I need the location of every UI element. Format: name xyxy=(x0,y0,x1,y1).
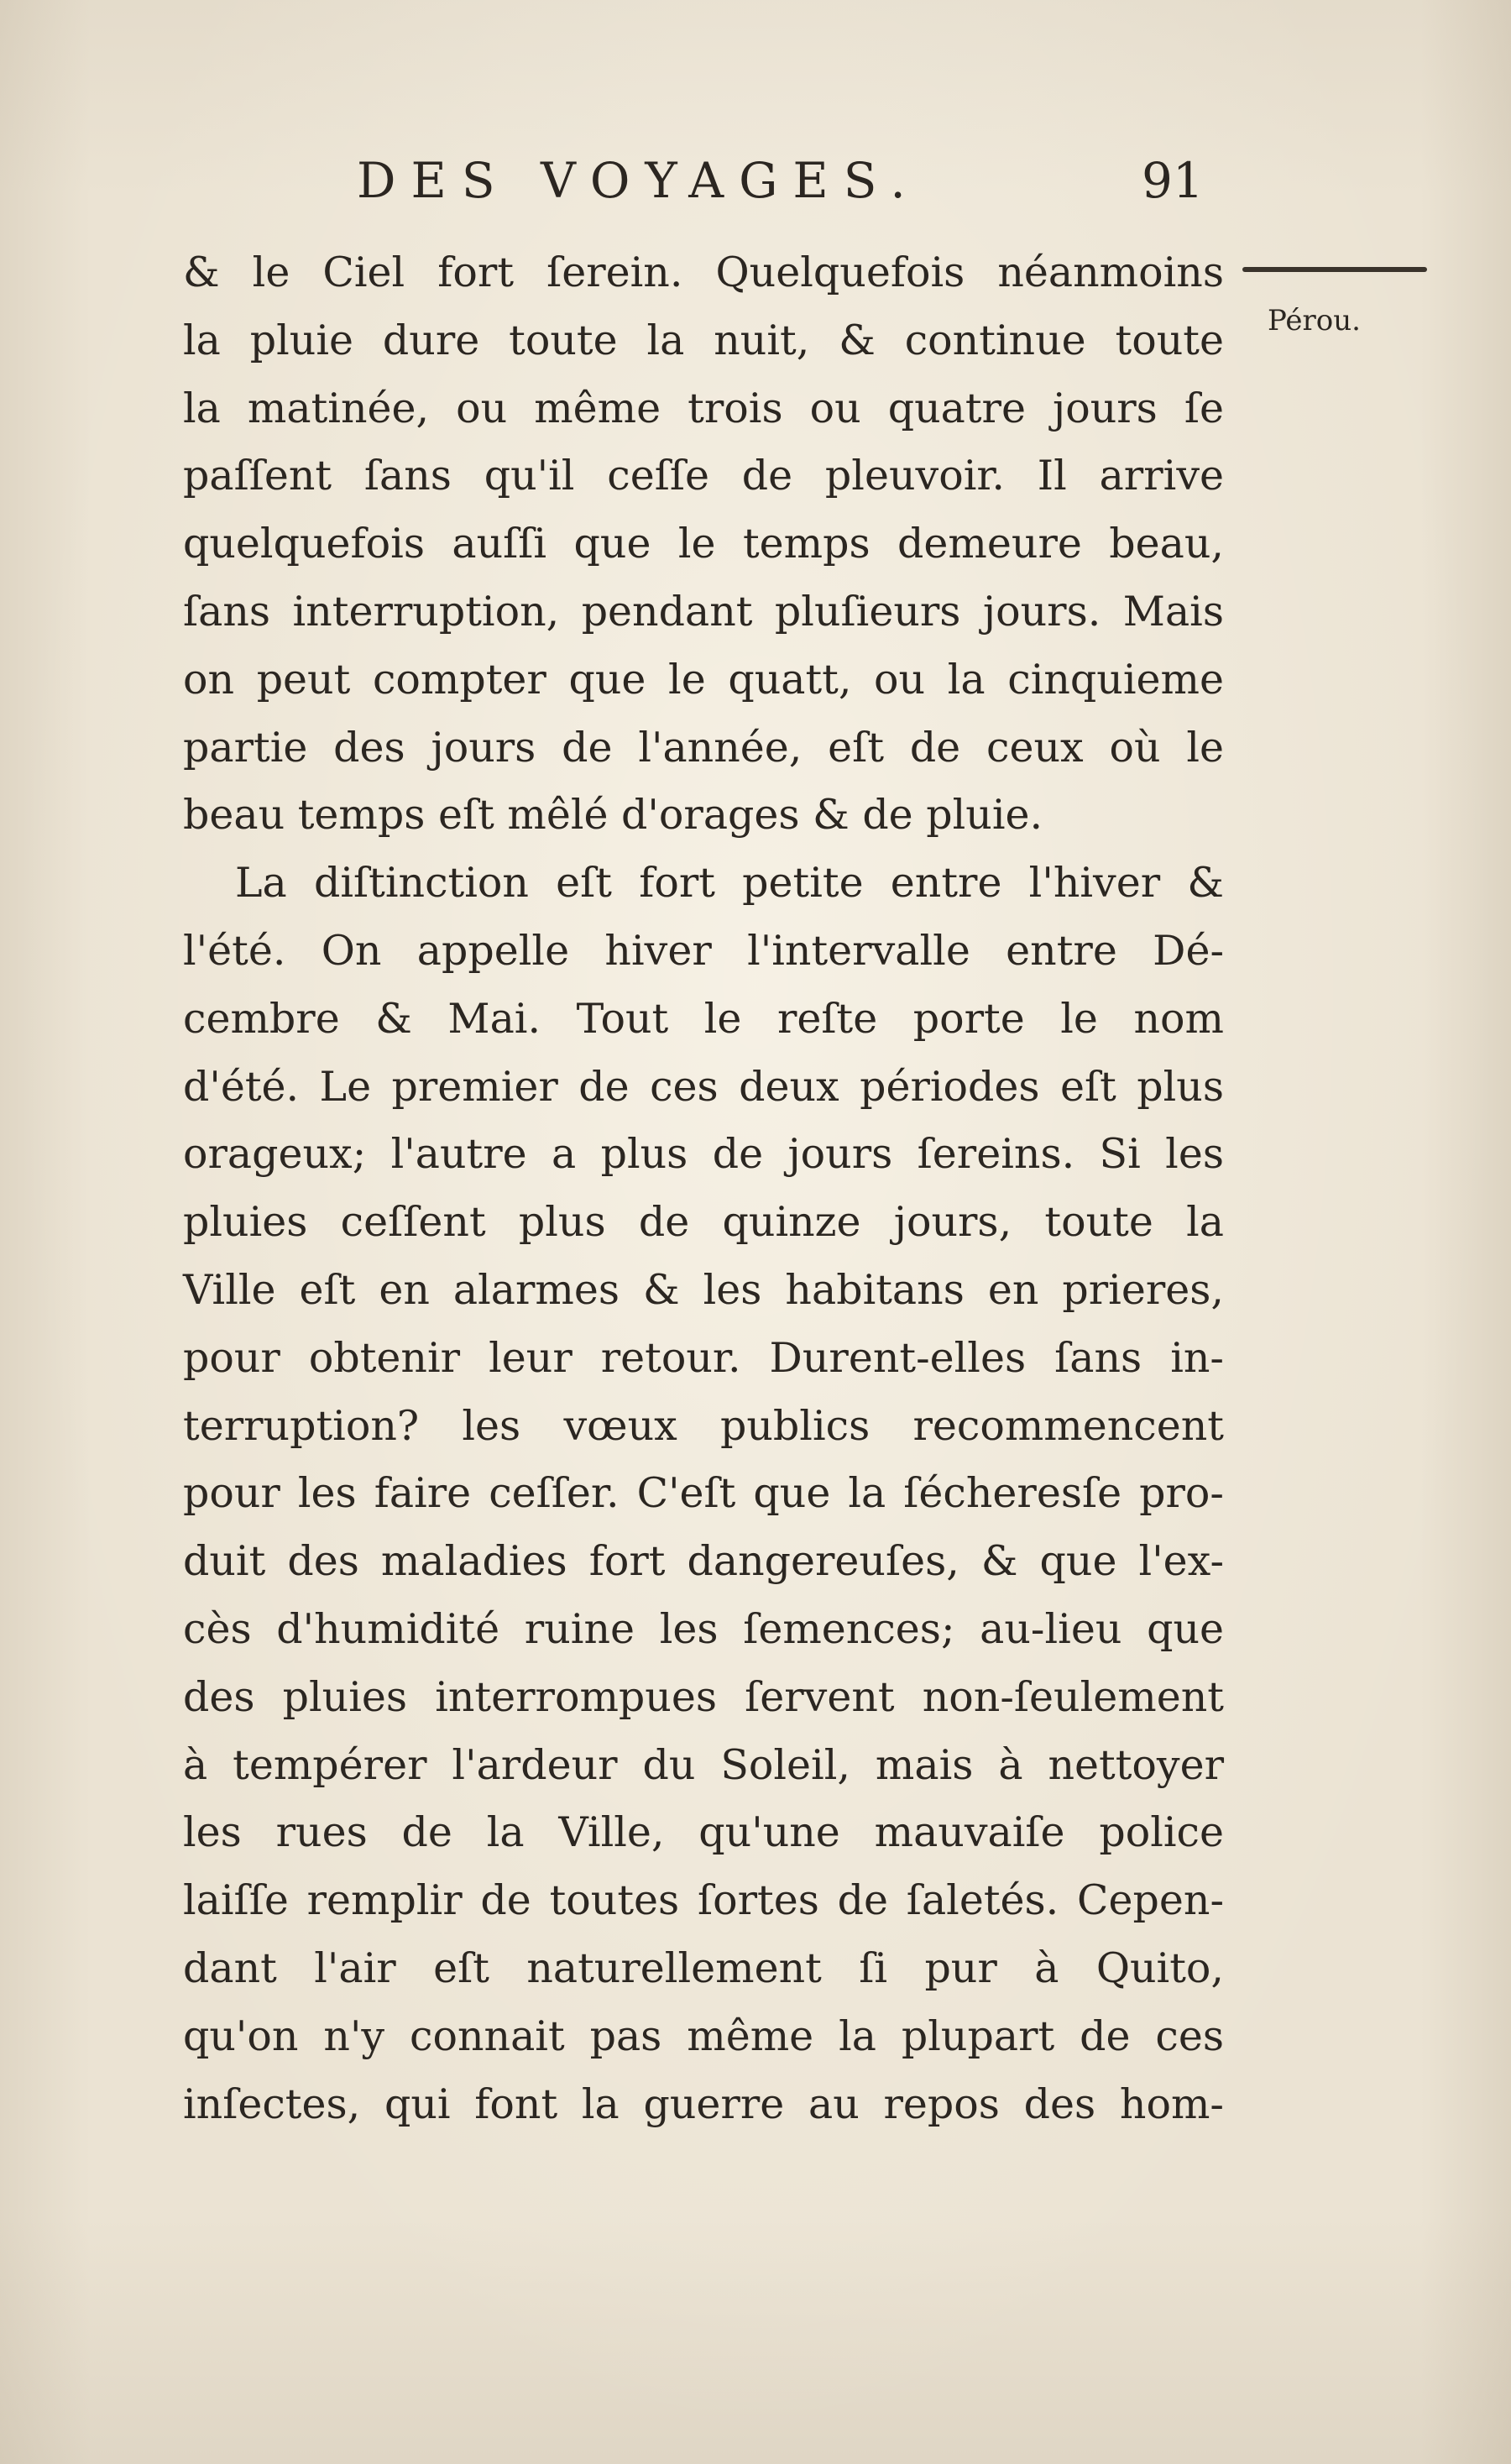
text-line: pluies ceſſent plus de quinze jours, toute la xyxy=(183,1198,1224,1247)
text-line: quelquefois auſſi que le temps demeure beau, xyxy=(183,520,1224,568)
text-line: paſſent ſans qu'il ceſſe de pleuvoir. Il arrive xyxy=(183,452,1224,500)
text-line: Ville eſt en alarmes & les habitans en prieres, xyxy=(183,1265,1224,1314)
paragraph-start-line: La diſtinction eſt fort petite entre l'hiver & xyxy=(235,859,1224,908)
paragraph-end-line: beau temps eſt mêlé d'orages & de pluie. xyxy=(183,791,1043,840)
margin-note: Pérou. xyxy=(1268,304,1361,337)
text-line: ſans interruption, pendant pluſieurs jours. Mais xyxy=(183,587,1224,636)
text-line: qu'on n'y connait pas même la plupart de ces xyxy=(183,2011,1224,2060)
margin-rule xyxy=(1242,267,1427,272)
running-head: DES VOYAGES. xyxy=(357,152,921,209)
text-line: l'été. On appelle hiver l'intervalle entre Dé- xyxy=(183,926,1224,975)
text-line: les rues de la Ville, qu'une mauvaiſe police xyxy=(183,1808,1224,1857)
text-line: des pluies interrompues ſervent non-ſeulement xyxy=(183,1672,1224,1721)
text-line: on peut compter que le quatt, ou la cinquieme xyxy=(183,655,1224,704)
body-text xyxy=(183,239,1224,2138)
text-line: laiſſe remplir de toutes ſortes de ſaletés. Cepen- xyxy=(183,1876,1224,1925)
text-line: pour les faire ceſſer. C'eſt que la ſécheresſe pro- xyxy=(183,1469,1224,1518)
text-line: partie des jours de l'année, eſt de ceux où le xyxy=(183,723,1224,772)
text-line: à tempérer l'ardeur du Soleil, mais à nettoyer xyxy=(183,1740,1224,1789)
text-line: la pluie dure toute la nuit, & continue toute xyxy=(183,316,1224,364)
page-number: 91 xyxy=(1142,152,1204,209)
text-line: orageux; l'autre a plus de jours ſereins. Si les xyxy=(183,1130,1224,1179)
text-line: & le Ciel fort ſerein. Quelquefois néanmoins xyxy=(183,248,1224,296)
text-line: d'été. Le premier de ces deux périodes eſt plus xyxy=(183,1062,1224,1111)
text-line: pour obtenir leur retour. Durent-elles ſans in- xyxy=(183,1333,1224,1382)
text-line: dant l'air eſt naturellement ſi pur à Quito, xyxy=(183,1943,1224,1992)
text-line: duit des maladies fort dangereuſes, & que l'ex- xyxy=(183,1537,1224,1586)
text-line: cès d'humidité ruine les ſemences; au-lieu que xyxy=(183,1604,1224,1653)
text-line: terruption? les vœux publics recommencent xyxy=(183,1401,1224,1450)
text-line: cembre & Mai. Tout le reſte porte le nom xyxy=(183,994,1224,1043)
text-line: inſectes, qui font la guerre au repos des hom- xyxy=(183,2079,1224,2128)
text-line: la matinée, ou même trois ou quatre jours ſe xyxy=(183,384,1224,432)
